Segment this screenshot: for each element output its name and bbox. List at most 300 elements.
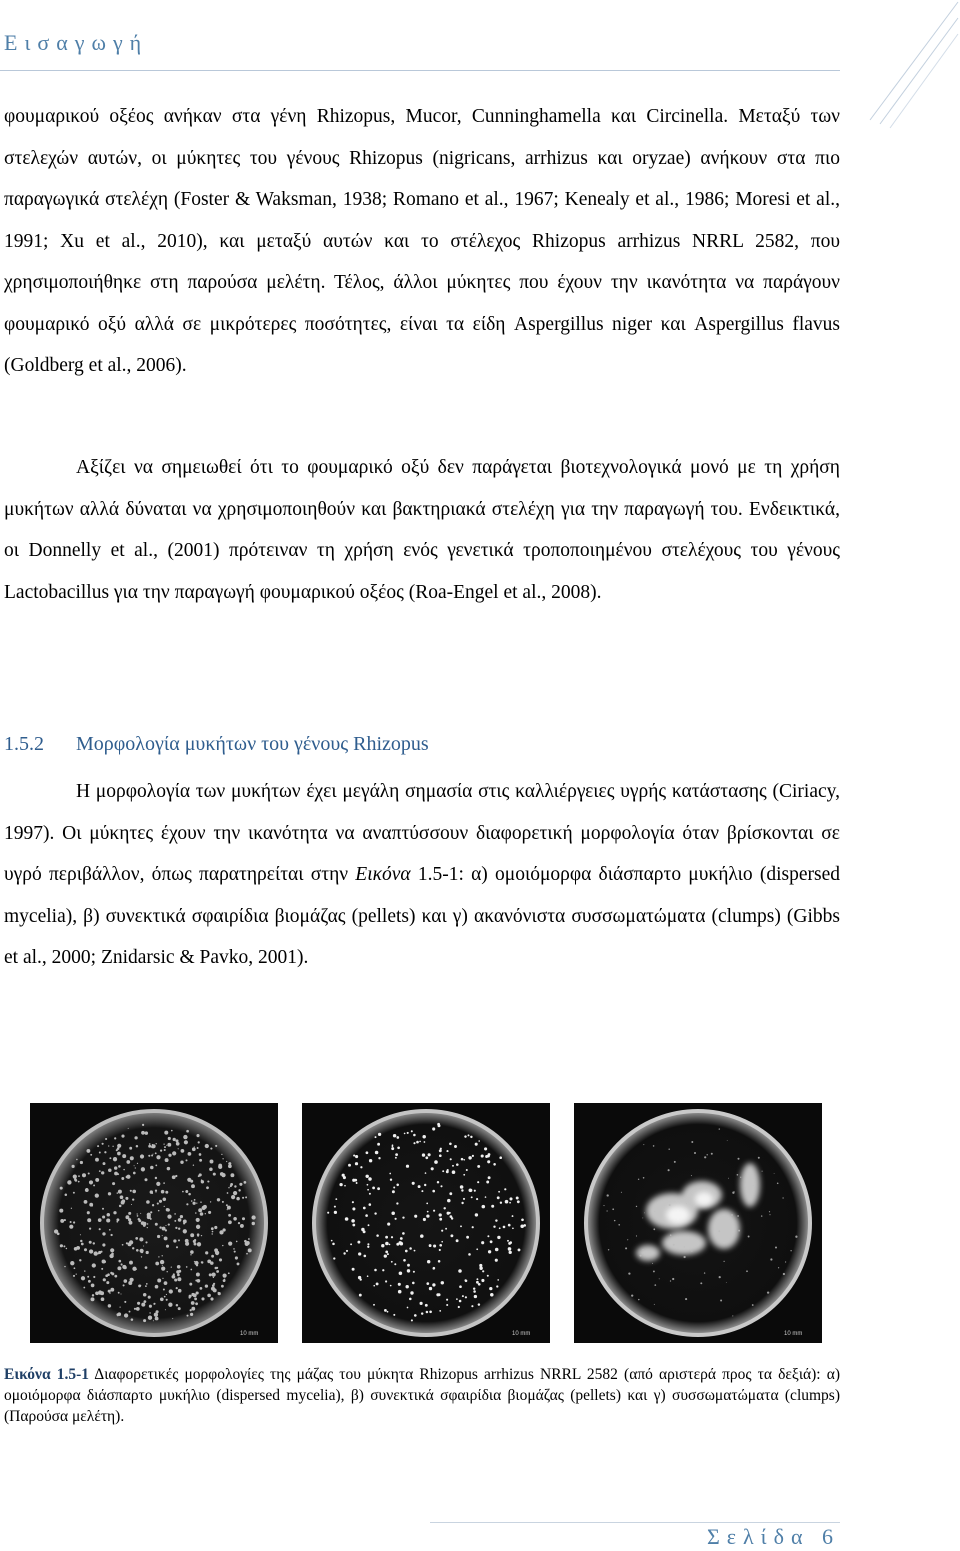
- speckle: [424, 1141, 426, 1143]
- speckle: [469, 1189, 473, 1193]
- speckle: [101, 1268, 103, 1270]
- speckle: [603, 1205, 604, 1206]
- speckle: [112, 1146, 113, 1147]
- speckle: [509, 1197, 512, 1200]
- speckle: [172, 1318, 173, 1319]
- speckle: [442, 1170, 444, 1172]
- speckle: [153, 1303, 155, 1305]
- speckle: [215, 1251, 219, 1255]
- speckle: [197, 1242, 201, 1246]
- speckle: [76, 1273, 77, 1274]
- speckle: [352, 1201, 354, 1203]
- speckle: [459, 1285, 462, 1288]
- speckle: [200, 1287, 203, 1290]
- speckle: [426, 1311, 429, 1314]
- speckle: [367, 1275, 369, 1277]
- speckle: [454, 1145, 457, 1148]
- speckle: [416, 1141, 419, 1144]
- speckle: [397, 1146, 400, 1149]
- speckle: [197, 1147, 199, 1149]
- speckle: [128, 1281, 132, 1285]
- speckle: [214, 1226, 217, 1229]
- speckle: [85, 1188, 89, 1192]
- speckle: [138, 1219, 141, 1222]
- speckle: [516, 1197, 519, 1200]
- speckle: [642, 1249, 643, 1250]
- speckle: [208, 1211, 211, 1214]
- speckle: [197, 1279, 201, 1283]
- speckle: [226, 1204, 228, 1206]
- speckle: [140, 1213, 141, 1214]
- speckle: [80, 1161, 83, 1164]
- speckle: [174, 1278, 177, 1281]
- speckle: [407, 1307, 409, 1309]
- speckle: [116, 1149, 118, 1151]
- speckle: [108, 1192, 111, 1195]
- speckle: [87, 1218, 91, 1222]
- speckle: [144, 1178, 147, 1181]
- speckle: [375, 1151, 379, 1155]
- speckle: [203, 1205, 207, 1209]
- speckle: [134, 1136, 137, 1139]
- speckle: [694, 1152, 696, 1154]
- speckle: [199, 1159, 202, 1162]
- speckle: [477, 1181, 479, 1183]
- speckle: [770, 1258, 772, 1260]
- speckle: [407, 1264, 410, 1267]
- speckle: [168, 1303, 172, 1307]
- speckle: [218, 1292, 221, 1295]
- speckle: [762, 1171, 763, 1172]
- speckle: [81, 1243, 84, 1246]
- speckle: [352, 1207, 355, 1210]
- speckle: [167, 1214, 171, 1218]
- speckle: [205, 1213, 206, 1214]
- speckle: [162, 1255, 163, 1256]
- speckle: [166, 1299, 168, 1301]
- speckle: [411, 1130, 413, 1132]
- speckle: [520, 1225, 524, 1229]
- section-paragraph-text-start: Η μορφολογία των μυκήτων έχει μεγάλη σημασία στις καλλιέργειες υγρής κατάστασης (Ciriacy, 1997). Οι μύκητες έχουν την ικανότητα να αναπτύσσουν διαφορετική μορφολογία όταν βρίσκονται σε υγρό περιβάλλον, όπως παρατηρείται στην: [4, 781, 840, 885]
- speckle: [198, 1141, 200, 1143]
- speckle: [777, 1183, 779, 1185]
- speckle: [104, 1151, 106, 1153]
- speckle: [668, 1169, 670, 1171]
- speckle: [178, 1289, 182, 1293]
- speckle: [164, 1131, 168, 1135]
- speckle: [194, 1261, 195, 1262]
- speckle: [213, 1277, 214, 1278]
- speckle: [169, 1289, 173, 1293]
- speckle: [192, 1202, 195, 1205]
- speckle: [248, 1238, 250, 1240]
- speckle: [117, 1192, 118, 1193]
- speckle: [485, 1155, 488, 1158]
- speckle: [369, 1193, 371, 1195]
- speckle: [746, 1270, 748, 1272]
- scale-label: 10 mm: [784, 1331, 803, 1337]
- speckle: [189, 1283, 192, 1286]
- speckle: [398, 1283, 401, 1286]
- speckle: [121, 1201, 125, 1205]
- speckle: [132, 1198, 134, 1200]
- speckle: [90, 1154, 92, 1156]
- speckle: [89, 1228, 91, 1230]
- speckle: [129, 1311, 131, 1313]
- speckle: [369, 1203, 372, 1206]
- speckle: [769, 1211, 770, 1212]
- speckle: [61, 1219, 64, 1222]
- speckle: [486, 1181, 489, 1184]
- speckle: [495, 1219, 497, 1221]
- speckle: [608, 1249, 609, 1250]
- speckle: [143, 1293, 147, 1297]
- speckle: [86, 1149, 90, 1153]
- speckle: [131, 1204, 132, 1205]
- speckle: [718, 1230, 720, 1232]
- speckle: [174, 1220, 176, 1222]
- speckle: [123, 1284, 125, 1286]
- caption-text: Διαφορετικές μορφολογίες της μάζας του μύκητα Rhizopus arrhizus NRRL 2582 (από αριστερά προς τα δεξιά): α) ομοιόμορφα διάσπαρτο μυκήλιο (dispersed mycelia), β) συνεκτικά σφαιρίδια βιομάζας (pellets) και γ) συσσωματώματα (clumps) (Παρούσα μελέτη).: [4, 1366, 840, 1425]
- speckle: [205, 1251, 208, 1254]
- speckle: [251, 1215, 255, 1219]
- body-paragraph: φουμαρικού οξέος ανήκαν στα γένη Rhizopus, Mucor, Cunninghamella και Circinella. Μεταξύ των στελεχών αυτών, οι μύκητες του γένους Rhizopus (nigricans, arrhizus και oryzae) ανήκουν στα πιο παραγωγικά στελέχη (Foster & Waksman, 1938; Romano et al., 1967; Kenealy et al., 1986; Moresi et al., 1991; Xu et al., 2010), και μεταξύ αυτών και το στέλεχος Rhizopus arrhizus NRRL 2582, που χρησιμοποιήθηκε στη παρούσα μελέτη. Τέλος, άλλοι μύκητες που έχουν την ικανότητα να παράγουν φουμαρικό οξύ αλλά σε μικρότερες ποσότητες, είναι τα είδη Aspergillus niger και Aspergillus flavus (Goldberg et al., 2006).: [4, 106, 841, 376]
- speckle: [131, 1318, 134, 1321]
- speckle: [201, 1235, 202, 1236]
- speckle: [186, 1266, 188, 1268]
- speckle: [103, 1260, 106, 1263]
- speckle: [165, 1225, 166, 1226]
- speckle: [136, 1249, 139, 1252]
- speckle: [177, 1265, 181, 1269]
- speckle: [479, 1266, 482, 1269]
- speckle: [512, 1215, 514, 1217]
- speckle: [173, 1239, 176, 1242]
- speckle: [198, 1208, 202, 1212]
- speckle: [252, 1222, 255, 1225]
- speckle: [164, 1236, 168, 1240]
- speckle: [406, 1165, 409, 1168]
- speckle: [439, 1149, 442, 1152]
- speckle: [141, 1303, 145, 1307]
- speckle: [110, 1248, 114, 1252]
- speckle: [143, 1319, 146, 1322]
- speckle: [456, 1298, 458, 1300]
- speckle: [461, 1189, 463, 1191]
- speckle: [392, 1145, 394, 1147]
- speckle: [213, 1173, 216, 1176]
- speckle: [366, 1151, 369, 1154]
- speckle: [482, 1205, 486, 1209]
- speckle: [462, 1295, 464, 1297]
- speckle: [185, 1190, 188, 1193]
- speckle: [164, 1296, 166, 1298]
- speckle: [508, 1242, 511, 1245]
- speckle: [155, 1152, 157, 1154]
- scale-label: 10 mm: [512, 1331, 531, 1337]
- speckle: [499, 1227, 501, 1229]
- speckle: [74, 1178, 77, 1181]
- speckle: [465, 1279, 467, 1281]
- speckle: [196, 1225, 200, 1229]
- speckle: [156, 1310, 159, 1313]
- speckle: [414, 1215, 417, 1218]
- speckle: [433, 1267, 436, 1270]
- speckle: [387, 1311, 389, 1313]
- speckle: [355, 1162, 358, 1165]
- speckle: [126, 1242, 128, 1244]
- speckle: [428, 1153, 431, 1156]
- speckle: [344, 1185, 346, 1187]
- speckle: [429, 1310, 432, 1313]
- speckle: [159, 1226, 161, 1228]
- speckle: [456, 1163, 459, 1166]
- speckle: [144, 1300, 147, 1303]
- speckle: [142, 1222, 146, 1226]
- speckle: [167, 1271, 168, 1272]
- speckle: [472, 1226, 474, 1228]
- speckle: [396, 1243, 399, 1246]
- speckle: [108, 1304, 111, 1307]
- speckle: [65, 1193, 68, 1196]
- speckle: [84, 1200, 88, 1204]
- speckle: [79, 1259, 81, 1261]
- speckle: [135, 1167, 136, 1168]
- speckle: [395, 1157, 397, 1159]
- speckle: [151, 1146, 154, 1149]
- speckle: [644, 1212, 645, 1213]
- section-title: Μορφολογία μυκήτων του γένους Rhizopus: [76, 733, 429, 755]
- speckle: [441, 1241, 443, 1243]
- speckle: [385, 1251, 388, 1254]
- speckle: [785, 1261, 786, 1262]
- speckle: [222, 1245, 223, 1246]
- page-number: Σελίδα 6: [706, 1524, 840, 1549]
- speckle: [691, 1251, 692, 1252]
- speckle: [148, 1155, 150, 1157]
- speckle: [704, 1272, 705, 1273]
- speckle: [193, 1165, 194, 1166]
- speckle: [228, 1220, 232, 1224]
- speckle: [180, 1215, 183, 1218]
- speckle: [365, 1175, 368, 1178]
- speckle: [461, 1202, 463, 1204]
- speckle: [711, 1153, 713, 1155]
- speckle: [468, 1253, 471, 1256]
- speckle: [118, 1312, 122, 1316]
- speckle: [122, 1154, 126, 1158]
- speckle: [723, 1261, 724, 1262]
- speckle: [433, 1244, 436, 1247]
- speckle: [155, 1165, 157, 1167]
- speckle: [485, 1196, 487, 1198]
- speckle: [431, 1167, 434, 1170]
- speckle: [385, 1236, 388, 1239]
- speckle: [108, 1290, 111, 1293]
- speckle: [441, 1230, 443, 1232]
- speckle: [642, 1217, 643, 1218]
- speckle: [113, 1157, 117, 1161]
- speckle: [400, 1242, 404, 1246]
- speckle: [761, 1215, 762, 1216]
- speckle: [227, 1206, 231, 1210]
- speckle: [112, 1182, 115, 1185]
- speckle: [392, 1190, 395, 1193]
- speckle: [196, 1202, 197, 1203]
- speckle: [92, 1263, 96, 1267]
- speckle: [84, 1248, 87, 1251]
- speckle: [175, 1227, 177, 1229]
- speckle: [164, 1281, 168, 1285]
- speckle: [224, 1279, 225, 1280]
- speckle: [447, 1199, 451, 1203]
- speckle: [162, 1235, 163, 1236]
- speckle: [410, 1291, 413, 1294]
- speckle: [190, 1233, 194, 1237]
- speckle: [160, 1149, 162, 1151]
- speckle: [471, 1305, 473, 1307]
- speckle: [607, 1210, 608, 1211]
- speckle: [102, 1232, 105, 1235]
- speckle: [189, 1297, 191, 1299]
- speckle: [654, 1284, 656, 1286]
- speckle: [425, 1304, 428, 1307]
- speckle: [89, 1180, 93, 1184]
- speckle: [509, 1202, 511, 1204]
- speckle: [653, 1228, 655, 1230]
- speckle: [521, 1218, 524, 1221]
- speckle: [425, 1156, 428, 1159]
- speckle: [481, 1279, 484, 1282]
- speckle: [446, 1304, 448, 1306]
- speckle: [101, 1171, 104, 1174]
- speckle: [240, 1224, 244, 1228]
- speckle: [222, 1201, 224, 1203]
- speckle: [136, 1145, 138, 1147]
- speckle: [363, 1230, 366, 1233]
- speckle: [753, 1185, 754, 1186]
- speckle: [101, 1297, 105, 1301]
- speckle: [612, 1208, 614, 1210]
- speckle: [346, 1250, 348, 1252]
- speckle: [91, 1284, 95, 1288]
- speckle: [732, 1315, 733, 1316]
- speckle: [495, 1259, 498, 1262]
- speckle: [493, 1163, 496, 1166]
- speckle: [95, 1193, 99, 1197]
- speckle: [737, 1174, 739, 1176]
- speckle: [407, 1269, 410, 1272]
- speckle: [125, 1197, 128, 1200]
- speckle: [109, 1254, 113, 1258]
- speckle: [70, 1261, 74, 1265]
- speckle: [728, 1178, 729, 1179]
- speckle: [145, 1266, 148, 1269]
- speckle: [141, 1256, 142, 1257]
- dish-dispersed-image: [30, 1103, 278, 1343]
- section-paragraph: [4, 771, 840, 979]
- speckle: [73, 1275, 75, 1277]
- speckle: [159, 1200, 162, 1203]
- speckle: [200, 1212, 204, 1216]
- speckle: [413, 1134, 416, 1137]
- speckle: [369, 1159, 372, 1162]
- speckle: [235, 1256, 238, 1259]
- speckle: [348, 1164, 351, 1167]
- speckle: [505, 1200, 509, 1204]
- speckle: [653, 1270, 655, 1272]
- speckle: [782, 1197, 783, 1198]
- speckle: [507, 1240, 509, 1242]
- speckle: [72, 1165, 75, 1168]
- speckle: [654, 1211, 655, 1212]
- speckle: [160, 1260, 164, 1264]
- speckle: [489, 1287, 492, 1290]
- speckle: [178, 1239, 180, 1241]
- speckle: [195, 1212, 197, 1214]
- body-paragraph: Αξίζει να σημειωθεί ότι το φουμαρικό οξύ δεν παράγεται βιοτεχνολογικά μονό με τη χρήση μυκήτων αλλά δύναται να χρησιμοποιηθούν και βακτηριακά στελέχη για την παραγωγή του. Ενδεικτικά, οι Donnelly et al., (2001) πρότειναν τη χρήση ενός γενετικά τροποποιημένου στελέχους του γένους Lactobacillus για την παραγωγή φουμαρικού οξέος (Roa-Engel et al., 2008).: [4, 457, 840, 603]
- speckle: [475, 1143, 478, 1146]
- speckle: [175, 1139, 178, 1142]
- speckle: [352, 1268, 355, 1271]
- speckle: [87, 1211, 90, 1214]
- speckle: [244, 1181, 247, 1184]
- speckle: [122, 1244, 124, 1246]
- speckle: [156, 1182, 160, 1186]
- speckle: [148, 1316, 152, 1320]
- speckle: [439, 1213, 442, 1216]
- speckle: [354, 1179, 357, 1182]
- speckle: [643, 1254, 644, 1255]
- speckle: [187, 1315, 189, 1317]
- speckle: [621, 1192, 622, 1193]
- speckle: [201, 1261, 202, 1262]
- speckle: [456, 1239, 459, 1242]
- speckle: [474, 1295, 477, 1298]
- speckle: [103, 1162, 106, 1165]
- speckle: [117, 1144, 121, 1148]
- speckle: [425, 1172, 427, 1174]
- speckle: [221, 1285, 224, 1288]
- speckle: [367, 1184, 369, 1186]
- speckle: [334, 1206, 336, 1208]
- speckle: [744, 1180, 745, 1181]
- speckle: [331, 1240, 333, 1242]
- speckle: [335, 1198, 337, 1200]
- speckle: [188, 1152, 192, 1156]
- speckle: [137, 1302, 140, 1305]
- speckle: [357, 1241, 360, 1244]
- speckle: [385, 1280, 387, 1282]
- speckle: [248, 1248, 252, 1252]
- speckle: [497, 1279, 499, 1281]
- speckle: [490, 1293, 494, 1297]
- speckle: [327, 1212, 329, 1214]
- speckle: [394, 1263, 396, 1265]
- speckle: [64, 1219, 66, 1221]
- speckle: [374, 1212, 376, 1214]
- speckle: [92, 1294, 94, 1296]
- speckle: [109, 1157, 111, 1159]
- speckle: [167, 1143, 171, 1147]
- speckle: [351, 1219, 355, 1223]
- speckle: [398, 1290, 402, 1294]
- speckle: [207, 1180, 209, 1182]
- speckle: [409, 1298, 412, 1301]
- scale-label: 10 mm: [240, 1331, 259, 1337]
- speckle: [73, 1192, 75, 1194]
- speckle: [175, 1175, 177, 1177]
